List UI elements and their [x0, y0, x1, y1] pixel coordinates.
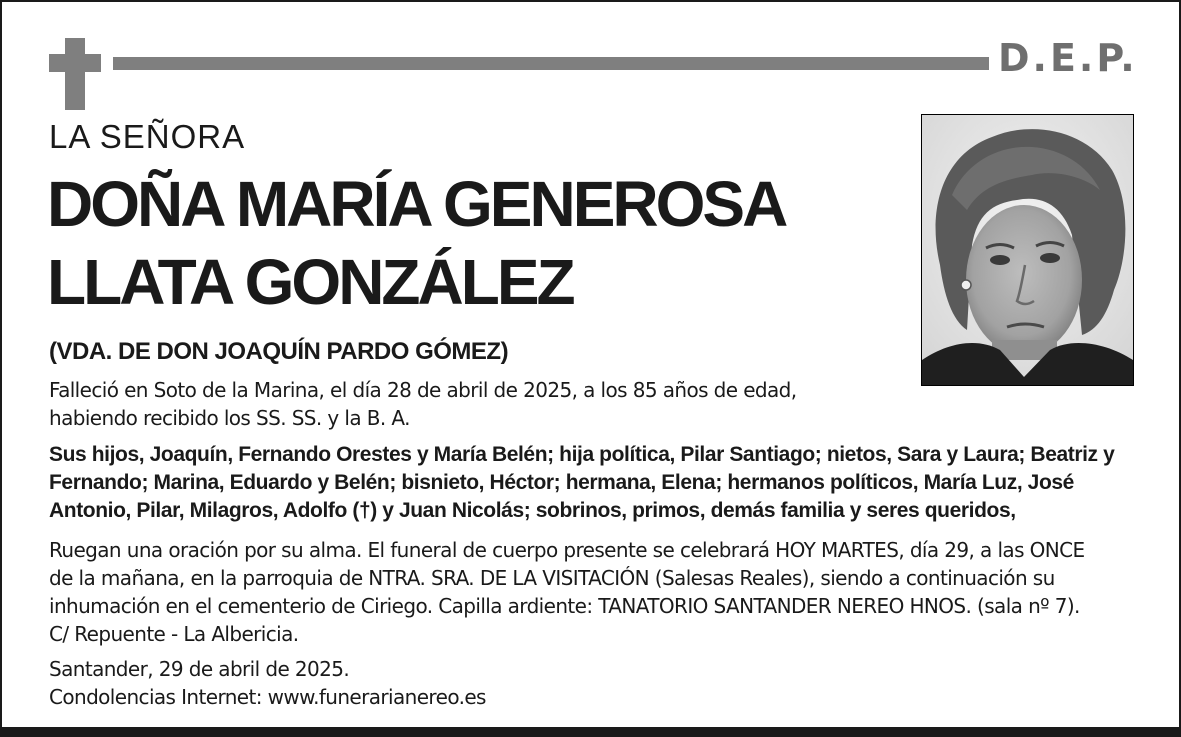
funeral-line: de la mañana, en la parroquia de NTRA. SRA. DE LA VISITACIÓN (Salesas Reales), siendo a continuación su [49, 566, 1055, 590]
family-list [49, 441, 1114, 525]
bottom-rule [2, 727, 1179, 735]
funeral-details [49, 536, 1085, 648]
condolences-link[interactable]: Condolencias Internet: www.funerarianereo.es [49, 685, 486, 709]
widow-of: (VDA. DE DON JOAQUÍN PARDO GÓMEZ) [49, 338, 509, 365]
portrait-photo [921, 114, 1134, 386]
death-notice [49, 376, 797, 432]
funeral-line: Ruegan una oración por su alma. El funeral de cuerpo presente se celebrará HOY MARTES, día 29, a las ONCE [49, 538, 1085, 562]
death-notice-line: habiendo recibido los SS. SS. y la B. A. [49, 406, 410, 430]
date-line: Santander, 29 de abril de 2025. [49, 657, 350, 681]
death-notice-line: Falleció en Soto de la Marina, el día 28 de abril de 2025, a los 85 años de edad, [49, 378, 797, 402]
honorific: LA SEÑORA [49, 118, 246, 155]
header-rule [113, 57, 989, 70]
family-line: Antonio, Pilar, Milagros, Adolfo (†) y Juan Nicolás; sobrinos, primos, demás familia y seres queridos, [49, 499, 1016, 522]
deceased-name-line-2: LLATA GONZÁLEZ [47, 246, 573, 318]
dep-title: D.E.P. [998, 36, 1138, 80]
closing [49, 655, 486, 711]
funeral-line: inhumación en el cementerio de Ciriego. Capilla ardiente: TANATORIO SANTANDER NEREO HNOS. (sala nº 7). [49, 594, 1080, 618]
deceased-name-line-1: DOÑA MARÍA GENEROSA [47, 168, 786, 240]
family-line: Fernando; Marina, Eduardo y Belén; bisnieto, Héctor; hermana, Elena; hermanos políticos, María Luz, José [49, 471, 1074, 494]
family-line: Sus hijos, Joaquín, Fernando Orestes y María Belén; hija política, Pilar Santiago; nietos, Sara y Laura; Beatriz y [49, 443, 1115, 466]
funeral-line: C/ Repuente - La Albericia. [49, 622, 299, 646]
